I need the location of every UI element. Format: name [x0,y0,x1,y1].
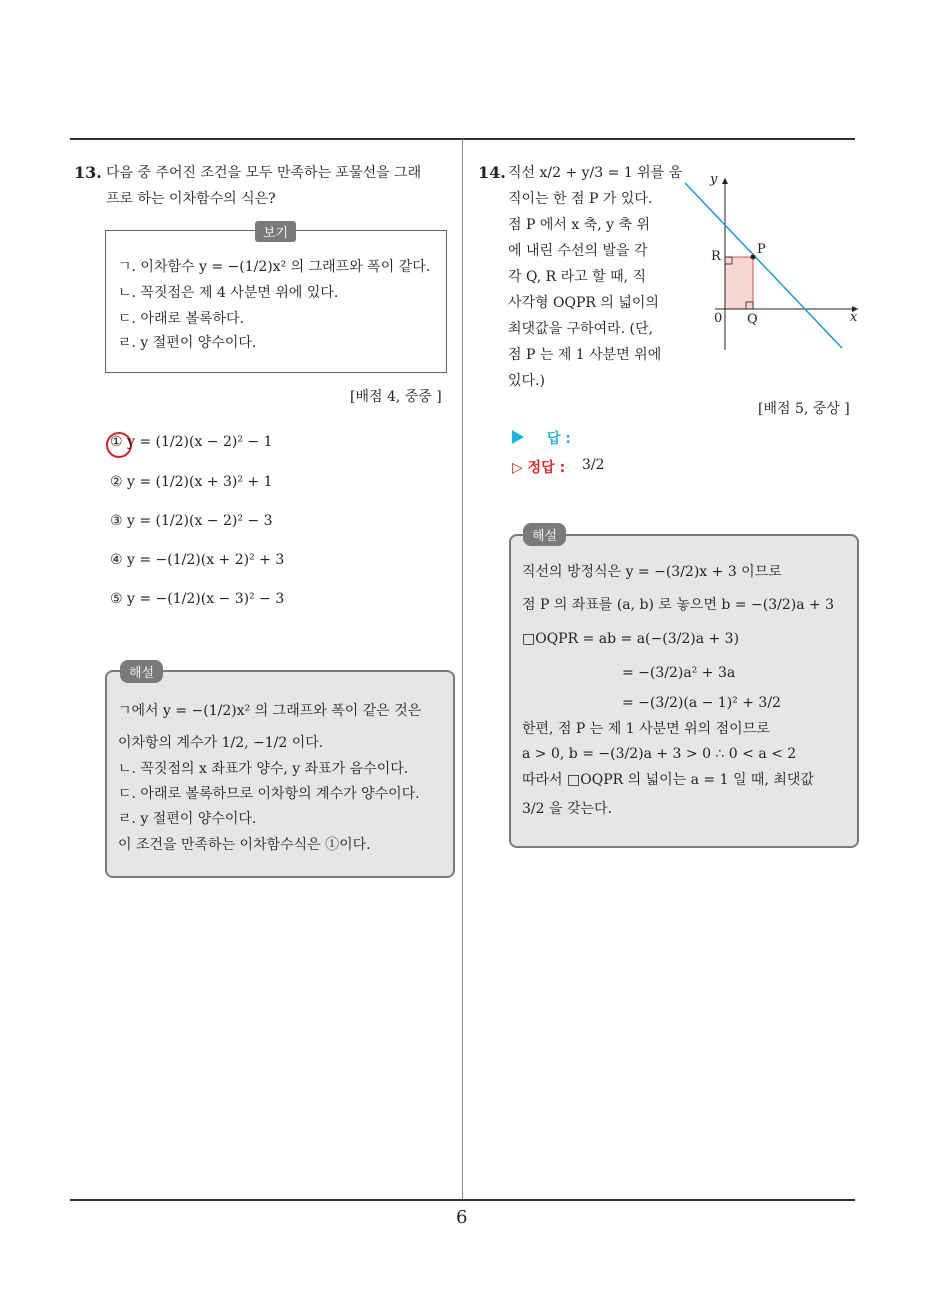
bogi-item: ㄴ. 꼭짓점은 제 4 사분면 위에 있다. [118,285,339,301]
coordinate-graph [680,168,865,353]
correct-answer-value: 3/2 [582,457,605,473]
bogi-label: 보기 [255,221,296,242]
solution-line: 직선의 방정식은 y = −(3/2)x + 3 이므로 [522,564,782,580]
bogi-item: ㄹ. y 절편이 양수이다. [118,335,257,351]
solution-line: ㄴ. 꼭짓점의 x 좌표가 양수, y 좌표가 음수이다. [118,761,409,777]
solution-line: 3/2 을 갖는다. [522,801,612,817]
graph-x-label: x [850,310,858,325]
question-13-score: [배점 4, 중중 ] [350,389,442,405]
question-14-stem: 각 Q, R 라고 할 때, 직 [508,269,647,285]
question-14-solution-label: 해설 [523,523,566,546]
question-13-stem-line1: 다음 중 주어진 조건을 모두 만족하는 포물선을 그래 [106,165,422,181]
question-14-stem: 사각형 OQPR 의 넓이의 [508,295,659,311]
question-13-number: 13. [74,163,102,182]
question-14-stem: 점 P 에서 x 축, y 축 위 [508,217,650,233]
line-x2-y3 [685,183,842,348]
solution-line: a > 0, b = −(3/2)a + 3 > 0 ∴ 0 < a < 2 [522,746,797,762]
question-14-number: 14. [478,163,506,182]
question-13-solution-label: 해설 [120,660,163,683]
answer-label: 답 : [547,431,571,447]
play-icon [512,430,524,444]
bogi-item: ㄱ. 이차함수 y = −(1/2)x² 의 그래프와 폭이 같다. [118,259,431,275]
graph-y-label: y [710,172,718,187]
question-14-stem: 에 내린 수선의 발을 각 [508,243,648,259]
solution-line: □OQPR = ab = a(−(3/2)a + 3) [522,631,740,647]
y-axis-arrow [722,178,728,184]
bottom-rule [70,1199,855,1201]
choice-1[interactable]: ① y = (1/2)(x − 2)² − 1 [110,434,273,450]
question-14-stem: 점 P 는 제 1 사분면 위에 [508,347,662,363]
choice-3[interactable]: ③ y = (1/2)(x − 2)² − 3 [110,513,273,529]
question-13-stem-line2: 프로 하는 이차함수의 식은? [106,191,276,207]
point-p [751,255,756,260]
choice-5[interactable]: ⑤ y = −(1/2)(x − 3)² − 3 [110,591,285,607]
question-14-stem: 최댓값을 구하여라. (단, [508,321,653,337]
solution-line: 점 P 의 좌표를 (a, b) 로 놓으면 b = −(3/2)a + 3 [522,597,835,613]
solution-line: 이 조건을 만족하는 이차함수식은 ①이다. [118,837,371,853]
solution-line: 한편, 점 P 는 제 1 사분면 위의 점이므로 [522,721,770,737]
correct-answer-label: ▷ 정답 : [512,460,566,476]
rectangle-oqpr [725,257,753,309]
solution-line: 따라서 □OQPR 의 넓이는 a = 1 일 때, 최댓값 [522,772,814,788]
question-14-stem: 있다.) [508,373,545,389]
question-14-stem: 직이는 한 점 P 가 있다. [508,191,653,207]
solution-line: ㄱ에서 y = −(1/2)x² 의 그래프와 폭이 같은 것은 [118,703,422,719]
graph-point-q-label: Q [747,312,758,327]
solution-line: ㄷ. 아래로 볼록하므로 이차항의 계수가 양수이다. [118,786,420,802]
column-divider [462,139,463,1201]
question-14-stem: 직선 x/2 + y/3 = 1 위를 움 [508,165,683,181]
choice-2[interactable]: ② y = (1/2)(x + 3)² + 1 [110,474,273,490]
choice-4[interactable]: ④ y = −(1/2)(x + 2)² + 3 [110,552,285,568]
page-number: 6 [456,1207,468,1228]
solution-line: ㄹ. y 절편이 양수이다. [118,811,257,827]
solution-line: 이차항의 계수가 1/2, −1/2 이다. [118,735,324,751]
question-14-score: [배점 5, 중상 ] [758,401,850,417]
graph-point-p-label: P [757,242,766,257]
solution-line: = −(3/2)a² + 3a [622,665,736,681]
graph-origin-label: 0 [714,311,723,326]
graph-point-r-label: R [711,249,721,264]
solution-line: = −(3/2)(a − 1)² + 3/2 [622,695,781,711]
bogi-item: ㄷ. 아래로 볼록하다. [118,311,244,327]
